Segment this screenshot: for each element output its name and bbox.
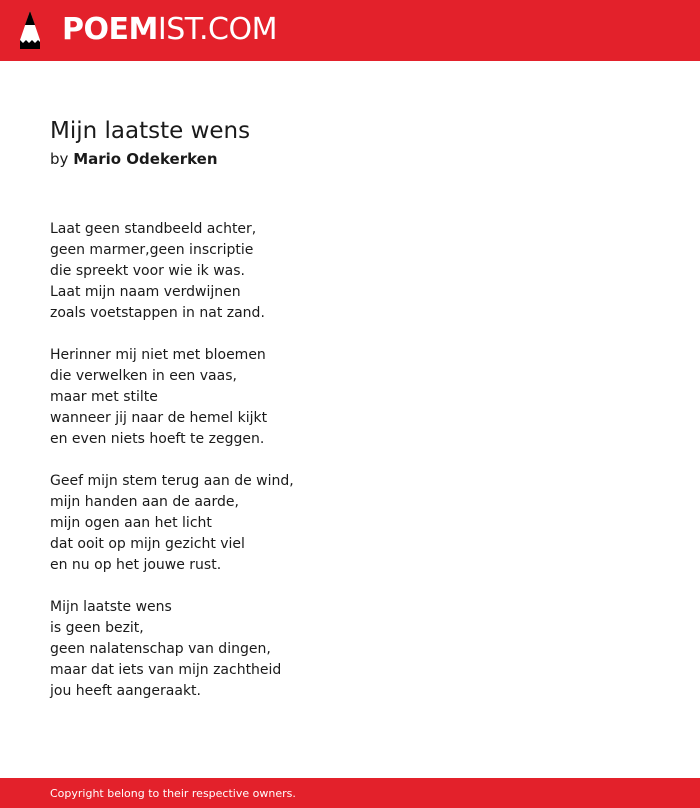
poem-line: Laat mijn naam verdwijnen <box>50 284 241 300</box>
poem-stanza <box>50 219 294 324</box>
poem-stanza <box>50 597 294 702</box>
copyright-text: Copyright belong to their respective owners. <box>50 787 296 800</box>
byline <box>50 149 218 169</box>
poem-line: en nu op het jouwe rust. <box>50 557 222 573</box>
by-label: by <box>50 150 69 168</box>
site-header <box>0 0 700 61</box>
logo-light-text: IST.COM <box>157 12 277 47</box>
poem-line: die verwelken in een vaas, <box>50 368 237 384</box>
poem-line: wanneer jij naar de hemel kijkt <box>50 410 268 426</box>
poem-title: Mijn laatste wens <box>50 118 251 144</box>
poem-line: mijn handen aan de aarde, <box>50 494 239 510</box>
poem-line: en even niets hoeft te zeggen. <box>50 431 265 447</box>
poem-stanza <box>50 345 294 450</box>
poem-line: Geef mijn stem terug aan de wind, <box>50 473 294 489</box>
poem-line: Mijn laatste wens <box>50 599 172 615</box>
poem-line: zoals voetstappen in nat zand. <box>50 305 265 321</box>
poem-line: Laat geen standbeeld achter, <box>50 221 257 237</box>
author-name: Mario Odekerken <box>73 150 218 168</box>
poem-stanza <box>50 471 294 576</box>
poem-body <box>50 219 294 723</box>
poem-line: geen marmer,geen inscriptie <box>50 242 254 258</box>
site-footer <box>0 778 700 808</box>
poem-line: die spreekt voor wie ik was. <box>50 263 245 279</box>
poem-line: jou heeft aangeraakt. <box>50 683 201 699</box>
poem-line: dat ooit op mijn gezicht viel <box>50 536 245 552</box>
poem-line: geen nalatenschap van dingen, <box>50 641 271 657</box>
site-logo[interactable] <box>62 12 277 48</box>
poem-line: Herinner mij niet met bloemen <box>50 347 266 363</box>
poem-line: is geen bezit, <box>50 620 144 636</box>
poem-line: mijn ogen aan het licht <box>50 515 212 531</box>
poem-line: maar dat iets van mijn zachtheid <box>50 662 282 678</box>
poem-line: maar met stilte <box>50 389 158 405</box>
pencil-icon[interactable] <box>18 10 42 51</box>
logo-bold-text: POEM <box>62 12 158 47</box>
